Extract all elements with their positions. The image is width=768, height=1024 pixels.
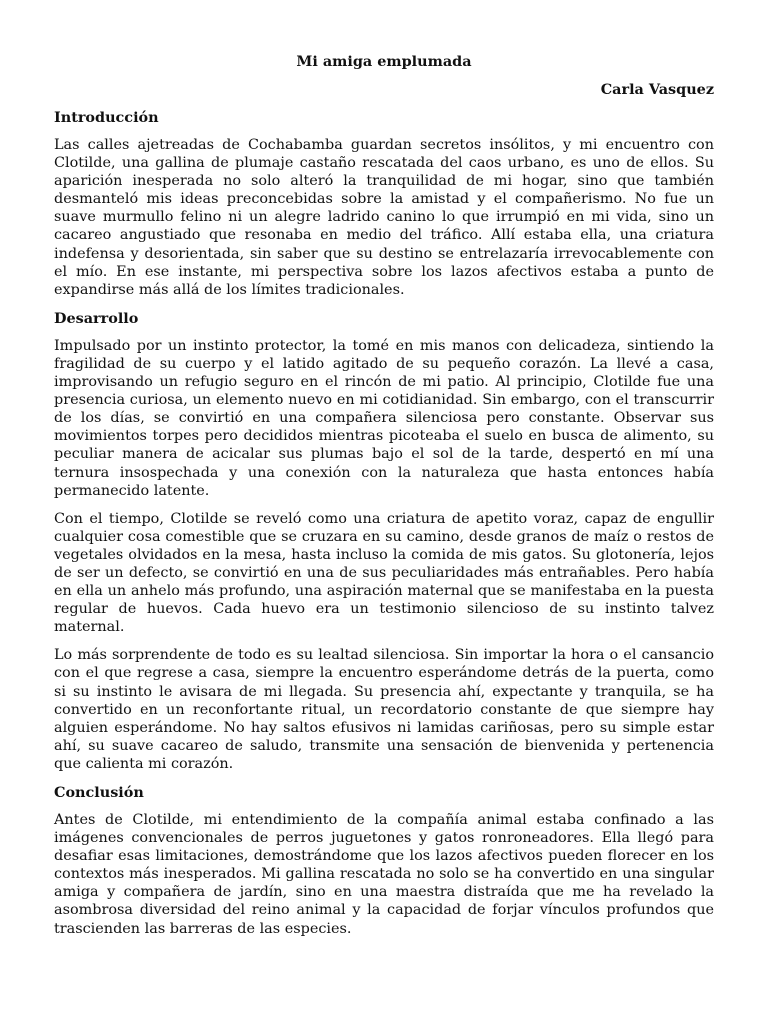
section-heading: Conclusión [54,784,144,801]
paragraph: Lo más sorprendente de todo es su lealtad silenciosa. Sin importar la hora o el cansancio con el que regrese a casa, siempre la encuentro esperándome detrás de la puerta, como si su instinto le avisara de mi llegada. Su presencia ahí, expectante y tranquila, se ha convertido en un reconfortante ritual, un recordatorio constante de que siempre hay alguien esperándome. No hay saltos efusivos ni lamidas cariñosas, pero su simple estar ahí, su suave cacareo de saludo, transmite una sensación de bienvenida y pertenencia que calienta mi corazón. [54,647,714,772]
paragraph: Las calles ajetreadas de Cochabamba guardan secretos insólitos, y mi encuentro con Clotilde, una gallina de plumaje castaño rescatada del caos urbano, es uno de ellos. Su aparición inesperada no solo alteró la tranquilidad de mi hogar, sino que también desmanteló mis ideas preconcebidas sobre la amistad y el compañerismo. No fue un suave murmullo felino ni un alegre ladrido canino lo que irrumpió en mi vida, sino un cacareo angustiado que resonaba en medio del tráfico. Allí estaba ella, una criatura indefensa y desorientada, sin saber que su destino se entrelazaría irrevocablemente con el mío. En ese instante, mi perspectiva sobre los lazos afectivos estaba a punto de expandirse más allá de los límites tradicionales. [54,137,714,298]
document-title: Mi amiga emplumada [296,53,472,70]
section-desarrollo [54,309,714,773]
section-conclusion [54,783,714,938]
paragraph: Impulsado por un instinto protector, la tomé en mis manos con delicadeza, sintiendo la fragilidad de su cuerpo y el latido agitado de su pequeño corazón. La llevé a casa, improvisando un refugio seguro en el rincón de mi patio. Al principio, Clotilde fue una presencia curiosa, un elemento nuevo en mi cotidianidad. Sin embargo, con el transcurrir de los días, se convirtió en una compañera silenciosa pero constante. Observar sus movimientos torpes pero decididos mientras picoteaba el suelo en busca de alimento, su peculiar manera de acicalar sus plumas bajo el sol de la tarde, despertó en mí una ternura insospechada y una conexión con la naturaleza que hasta entonces había permanecido latente. [54,337,714,499]
section-introduccion [54,108,714,299]
document-author: Carla Vasquez [600,81,714,98]
section-heading: Desarrollo [54,309,139,327]
paragraph: Antes de Clotilde, mi entendimiento de la compañía animal estaba confinado a las imágenes convencionales de perros juguetones y gatos ronroneadores. Ella llegó para desafiar esas limitaciones, demostrándome que los lazos afectivos pueden florecer en los contextos más inesperados. Mi gallina rescatada no solo se ha convertido en una singular amiga y compañera de jardín, sino en una maestra distraída que me ha revelado la asombrosa diversidad del reino animal y la capacidad de forjar vínculos profundos que trascienden las barreras de las especies. [54,812,714,937]
paragraph: Con el tiempo, Clotilde se reveló como una criatura de apetito voraz, capaz de engullir cualquier cosa comestible que se cruzara en su camino, desde granos de maíz o restos de vegetales olvidados en la mesa, hasta incluso la comida de mis gatos. Su glotonería, lejos de ser un defecto, se convirtió en una de sus peculiaridades más entrañables. Pero había en ella un anhelo más profundo, una aspiración maternal que se manifestaba en la puesta regular de huevos. Cada huevo era un testimonio silencioso de su instinto talvez maternal. [54,510,714,636]
document-page [54,52,714,948]
section-heading: Introducción [54,109,159,126]
